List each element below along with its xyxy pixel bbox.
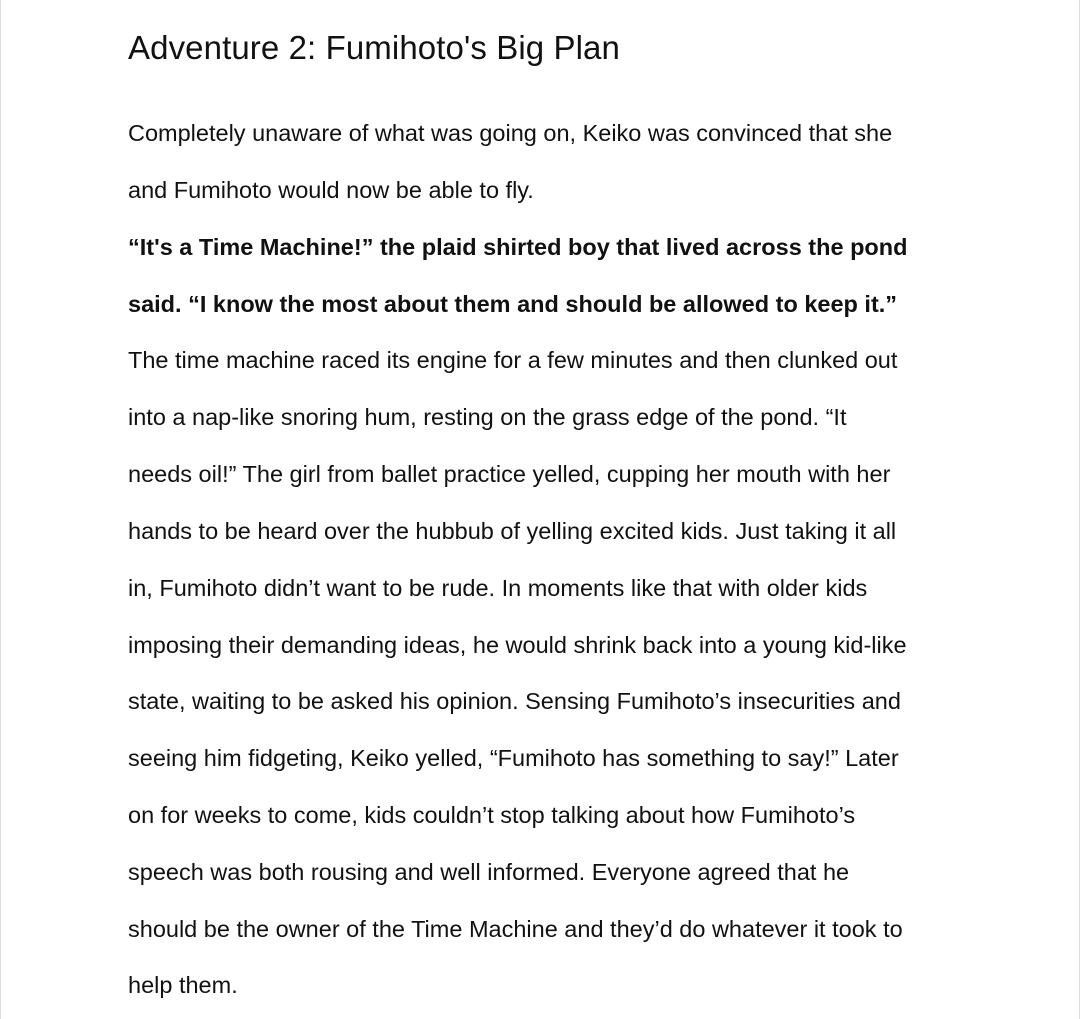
body-line-14: help them.	[128, 972, 238, 998]
body-line-12: speech was both rousing and well informed. Everyone agreed that he	[128, 859, 850, 885]
dialogue-line-1: “It's a Time Machine!” the plaid shirted boy that lived across the pond	[128, 234, 908, 260]
body-line-9: state, waiting to be asked his opinion. Sensing Fumihoto’s insecurities and	[128, 688, 901, 714]
body-line-13: should be the owner of the Time Machine and they’d do whatever it took to	[128, 916, 903, 942]
body-line-7: in, Fumihoto didn’t want to be rude. In moments like that with older kids	[128, 575, 868, 601]
page-title: Adventure 2: Fumihoto's Big Plan	[128, 29, 620, 66]
body-line-11: on for weeks to come, kids couldn’t stop talking about how Fumihoto’s	[128, 802, 856, 828]
body-line-8: imposing their demanding ideas, he would shrink back into a young kid-like	[128, 632, 907, 658]
body-line-4: into a nap-like snoring hum, resting on the grass edge of the pond. “It	[128, 404, 847, 430]
body-line-6: hands to be heard over the hubbub of yelling excited kids. Just taking it all	[128, 518, 897, 544]
body-line-1: Completely unaware of what was going on, Keiko was convinced that she	[128, 120, 893, 146]
body-line-3: The time machine raced its engine for a few minutes and then clunked out	[128, 347, 898, 373]
body-line-2: and Fumihoto would now be able to fly.	[128, 177, 534, 203]
body-line-10: seeing him fidgeting, Keiko yelled, “Fumihoto has something to say!” Later	[128, 745, 899, 771]
body-line-5: needs oil!” The girl from ballet practice yelled, cupping her mouth with her	[128, 461, 891, 487]
dialogue-line-2: said. “I know the most about them and should be allowed to keep it.”	[128, 291, 898, 317]
